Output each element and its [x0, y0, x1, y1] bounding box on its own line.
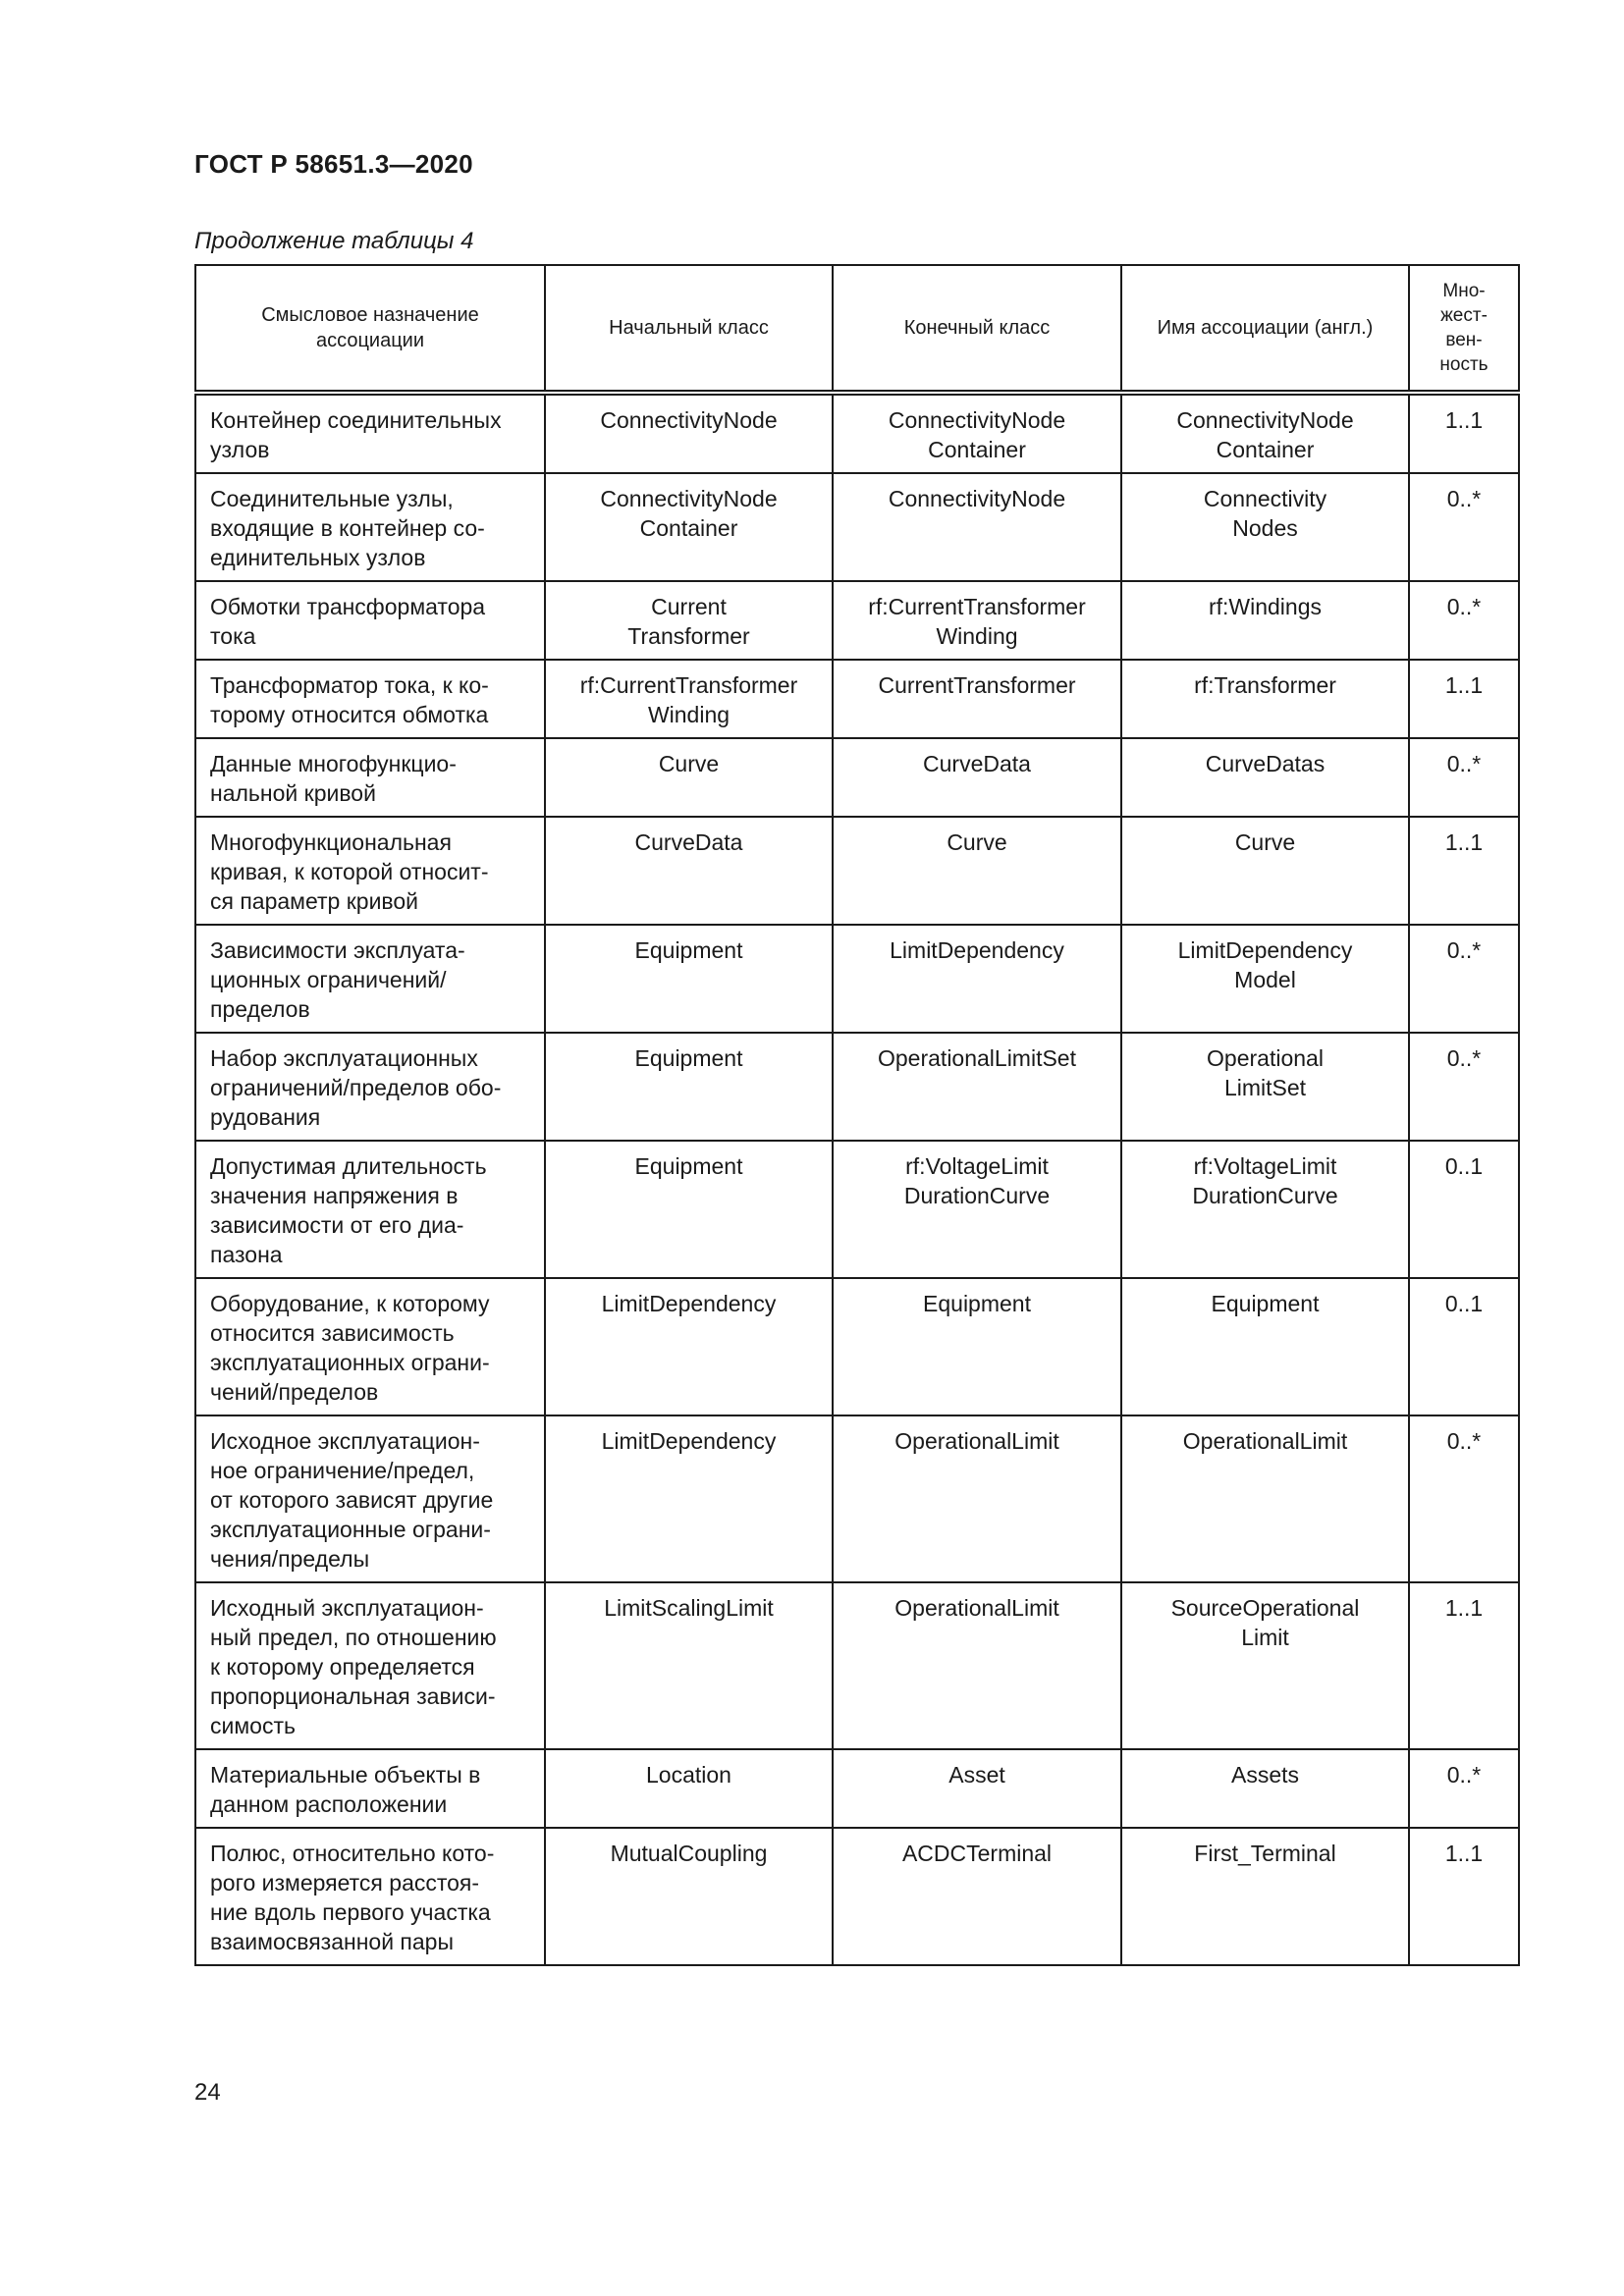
cell-end-class: ConnectivityNode Container [833, 393, 1121, 473]
cell-multiplicity: 1..1 [1409, 1828, 1519, 1965]
cell-purpose: Набор эксплуатационных ограничений/пределов обо- рудования [195, 1033, 545, 1141]
table-row [195, 473, 1519, 581]
cell-start-class: Location [545, 1749, 833, 1828]
table-row [195, 1141, 1519, 1278]
cell-purpose: Трансформатор тока, к ко- торому относится обмотка [195, 660, 545, 738]
cell-end-class: Asset [833, 1749, 1121, 1828]
cell-association-name: rf:Transformer [1121, 660, 1409, 738]
cell-purpose: Материальные объекты в данном расположении [195, 1749, 545, 1828]
cell-purpose: Данные многофункцио- нальной кривой [195, 738, 545, 817]
cell-start-class: ConnectivityNode [545, 393, 833, 473]
cell-multiplicity: 0..* [1409, 738, 1519, 817]
table-row [195, 738, 1519, 817]
cell-end-class: LimitDependency [833, 925, 1121, 1033]
page-number: 24 [194, 2079, 221, 2106]
cell-association-name: OperationalLimit [1121, 1415, 1409, 1582]
cell-purpose: Контейнер соединительных узлов [195, 393, 545, 473]
table-row [195, 1278, 1519, 1415]
cell-multiplicity: 0..* [1409, 1415, 1519, 1582]
cell-multiplicity: 0..1 [1409, 1141, 1519, 1278]
cell-multiplicity: 0..* [1409, 473, 1519, 581]
table-row [195, 393, 1519, 473]
cell-purpose: Исходный эксплуатацион- ный предел, по отношению к которому определяется пропорциональная зависи- симость [195, 1582, 545, 1749]
cell-purpose: Полюс, относительно кото- рого измеряется расстоя- ние вдоль первого участка взаимосвязанной пары [195, 1828, 545, 1965]
cell-association-name: Curve [1121, 817, 1409, 925]
cell-end-class: CurveData [833, 738, 1121, 817]
cell-start-class: Curve [545, 738, 833, 817]
document-header: ГОСТ Р 58651.3—2020 [194, 149, 473, 179]
table-row [195, 1033, 1519, 1141]
table-row [195, 1415, 1519, 1582]
cell-multiplicity: 1..1 [1409, 393, 1519, 473]
cell-association-name: rf:VoltageLimit DurationCurve [1121, 1141, 1409, 1278]
cell-end-class: OperationalLimit [833, 1415, 1121, 1582]
cell-purpose: Соединительные узлы, входящие в контейнер со- единительных узлов [195, 473, 545, 581]
cell-multiplicity: 0..* [1409, 1749, 1519, 1828]
cell-multiplicity: 0..* [1409, 925, 1519, 1033]
cell-end-class: Equipment [833, 1278, 1121, 1415]
cell-association-name: Operational LimitSet [1121, 1033, 1409, 1141]
cell-start-class: Equipment [545, 925, 833, 1033]
cell-purpose: Допустимая длительность значения напряжения в зависимости от его диа- пазона [195, 1141, 545, 1278]
cell-start-class: CurveData [545, 817, 833, 925]
cell-multiplicity: 0..1 [1409, 1278, 1519, 1415]
cell-multiplicity: 1..1 [1409, 660, 1519, 738]
cell-association-name: LimitDependency Model [1121, 925, 1409, 1033]
cell-purpose: Оборудование, к которому относится зависимость эксплуатационных ограни- чений/пределов [195, 1278, 545, 1415]
column-header-start-class: Начальный класс [545, 265, 833, 393]
cell-end-class: Curve [833, 817, 1121, 925]
cell-association-name: rf:Windings [1121, 581, 1409, 660]
cell-end-class: OperationalLimit [833, 1582, 1121, 1749]
cell-end-class: OperationalLimitSet [833, 1033, 1121, 1141]
cell-start-class: Equipment [545, 1141, 833, 1278]
table-caption: Продолжение таблицы 4 [194, 228, 474, 254]
cell-end-class: rf:CurrentTransformer Winding [833, 581, 1121, 660]
cell-start-class: LimitScalingLimit [545, 1582, 833, 1749]
cell-association-name: SourceOperational Limit [1121, 1582, 1409, 1749]
table-row [195, 925, 1519, 1033]
cell-association-name: ConnectivityNode Container [1121, 393, 1409, 473]
table-row [195, 1828, 1519, 1965]
cell-start-class: LimitDependency [545, 1415, 833, 1582]
cell-multiplicity: 0..* [1409, 1033, 1519, 1141]
cell-end-class: ConnectivityNode [833, 473, 1121, 581]
cell-purpose: Исходное эксплуатацион- ное ограничение/предел, от которого зависят другие эксплуатационные ограни- чения/пределы [195, 1415, 545, 1582]
table-row [195, 1582, 1519, 1749]
associations-table [194, 264, 1520, 1966]
column-header-multiplicity: Мно- жест- вен- ность [1409, 265, 1519, 393]
cell-purpose: Зависимости эксплуата- ционных ограничений/ пределов [195, 925, 545, 1033]
cell-end-class: CurrentTransformer [833, 660, 1121, 738]
cell-start-class: Equipment [545, 1033, 833, 1141]
cell-multiplicity: 1..1 [1409, 1582, 1519, 1749]
column-header-end-class: Конечный класс [833, 265, 1121, 393]
table-row [195, 1749, 1519, 1828]
cell-start-class: Current Transformer [545, 581, 833, 660]
cell-association-name: Equipment [1121, 1278, 1409, 1415]
cell-start-class: ConnectivityNode Container [545, 473, 833, 581]
cell-association-name: Assets [1121, 1749, 1409, 1828]
column-header-purpose: Смысловое назначение ассоциации [195, 265, 545, 393]
table-row [195, 660, 1519, 738]
table-row [195, 817, 1519, 925]
cell-association-name: CurveDatas [1121, 738, 1409, 817]
column-header-association-name: Имя ассоциации (англ.) [1121, 265, 1409, 393]
cell-multiplicity: 1..1 [1409, 817, 1519, 925]
cell-association-name: First_Terminal [1121, 1828, 1409, 1965]
cell-purpose: Обмотки трансформатора тока [195, 581, 545, 660]
cell-association-name: Connectivity Nodes [1121, 473, 1409, 581]
cell-end-class: rf:VoltageLimit DurationCurve [833, 1141, 1121, 1278]
cell-end-class: ACDCTerminal [833, 1828, 1121, 1965]
cell-start-class: LimitDependency [545, 1278, 833, 1415]
table-row [195, 581, 1519, 660]
cell-purpose: Многофункциональная кривая, к которой относит- ся параметр кривой [195, 817, 545, 925]
table-header-row [195, 265, 1519, 393]
cell-start-class: rf:CurrentTransformer Winding [545, 660, 833, 738]
cell-start-class: MutualCoupling [545, 1828, 833, 1965]
cell-multiplicity: 0..* [1409, 581, 1519, 660]
